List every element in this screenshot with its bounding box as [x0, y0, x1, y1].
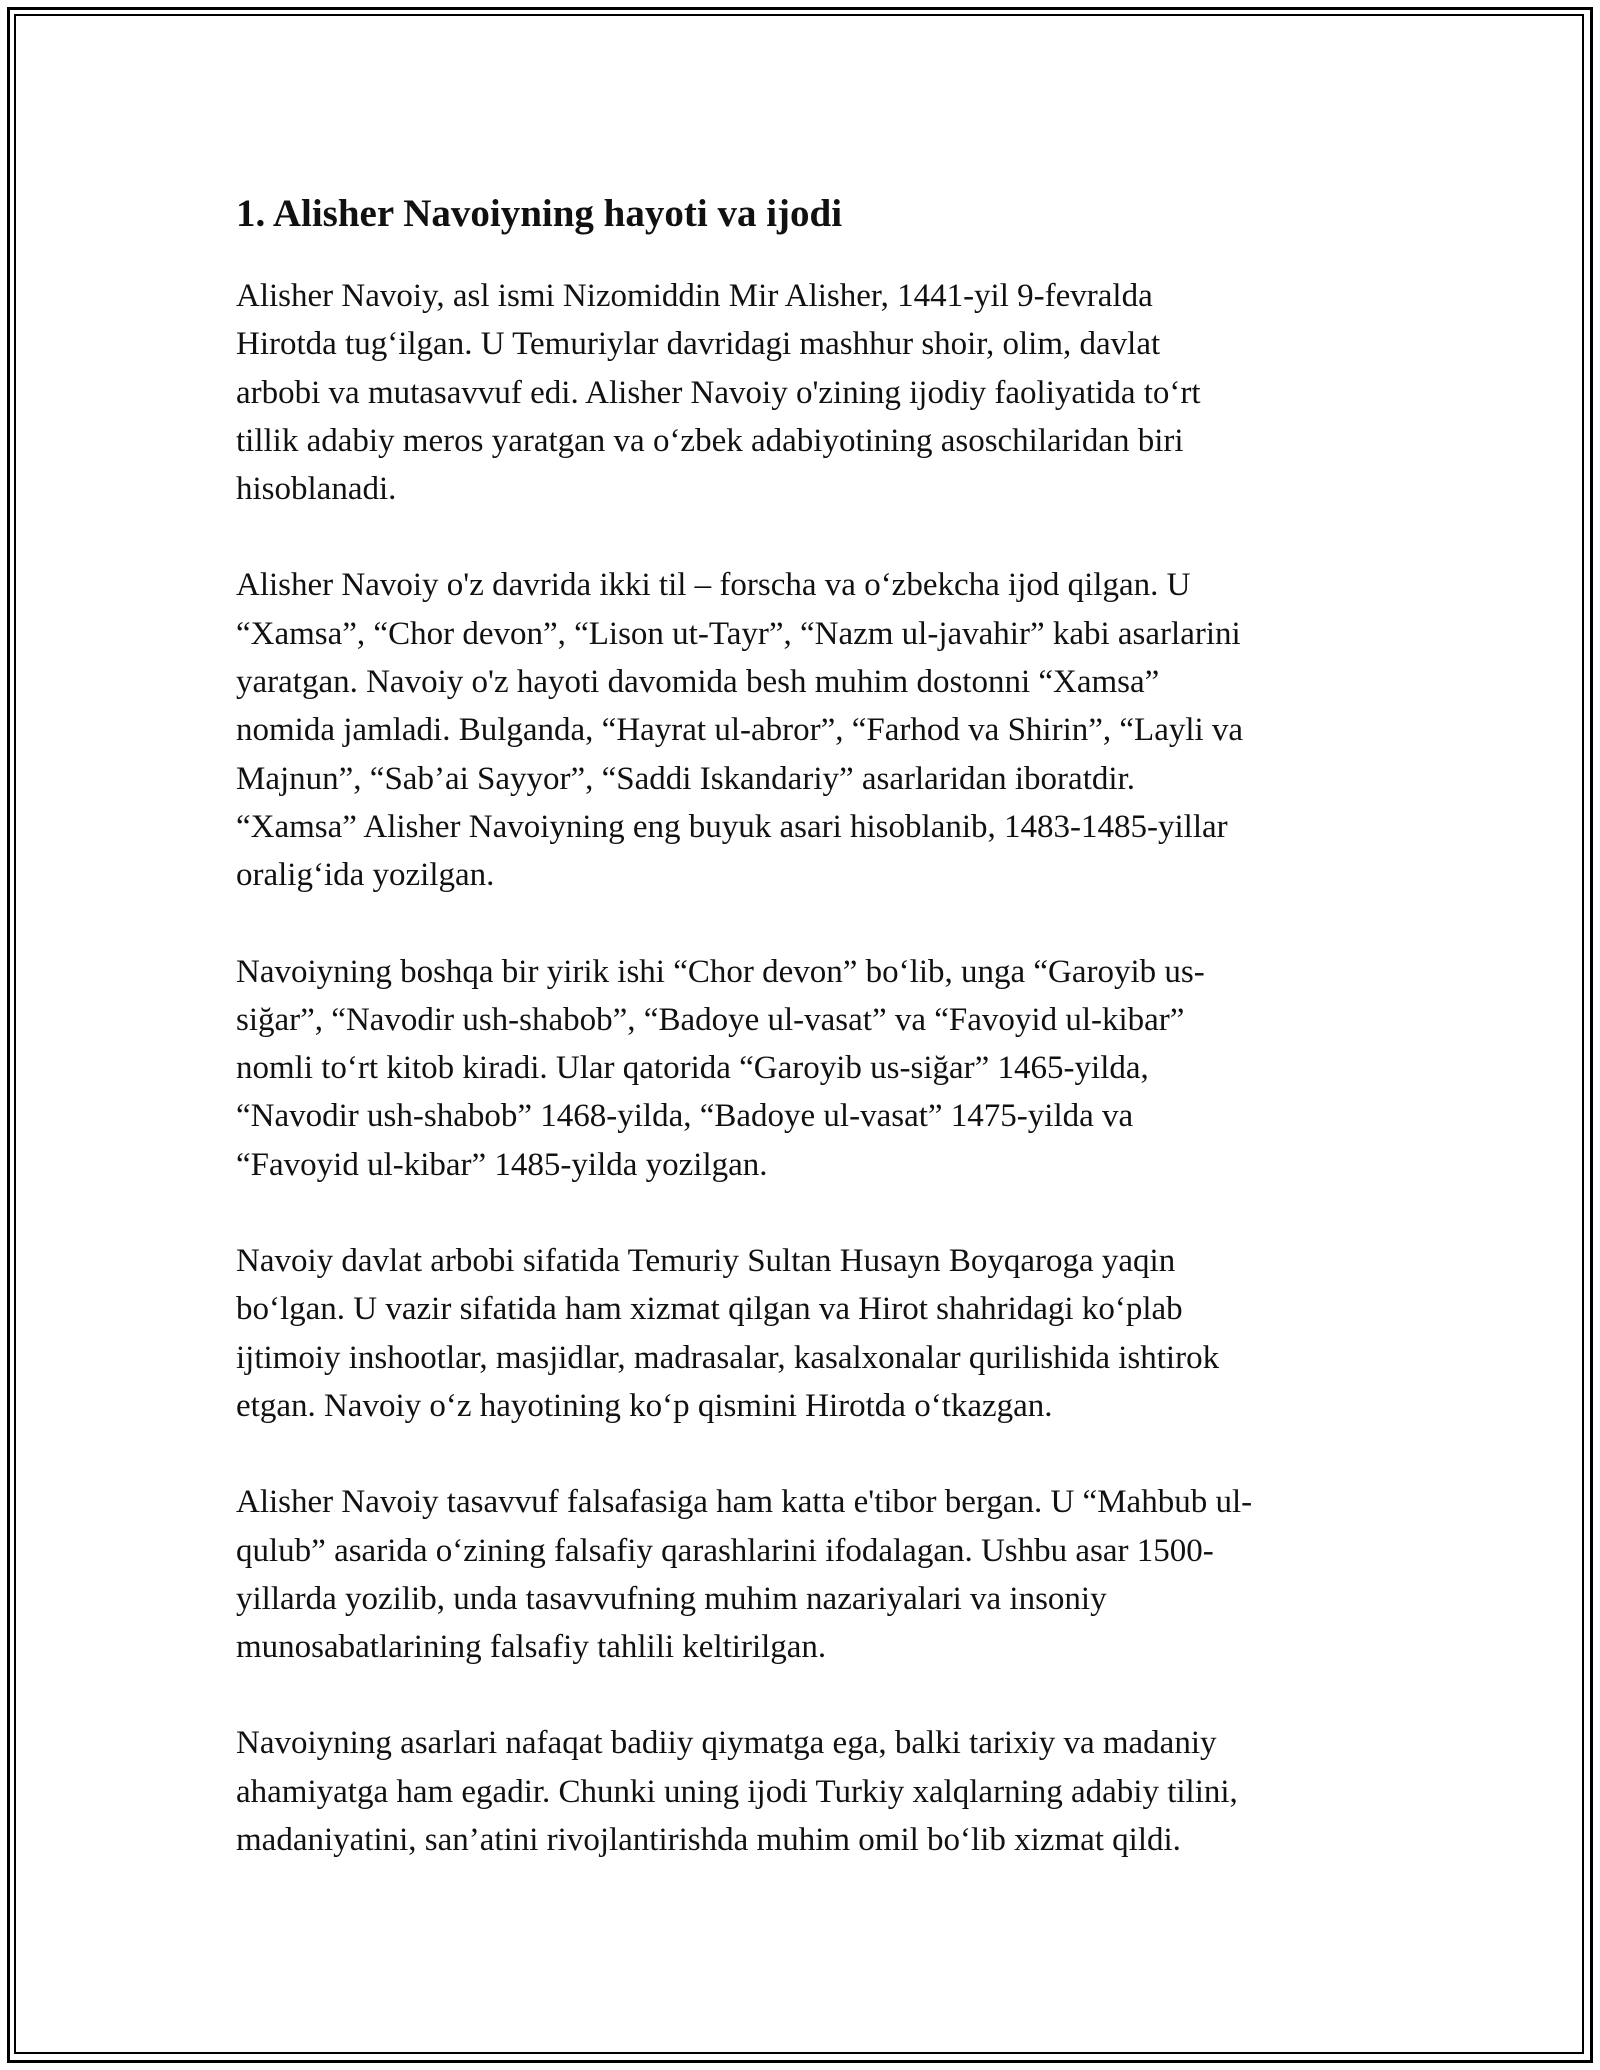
text-line: nomida jamladi. Bulganda, “Hayrat ul-abror”, “Farhod va Shirin”, “Layli va: [236, 712, 1244, 749]
paragraph-chor-devon: [236, 948, 1366, 1189]
paragraph-legacy: [236, 1719, 1366, 1864]
text-line: siğar”, “Navodir ush-shabob”, “Badoye ul-vasat” va “Favoyid ul-kibar”: [236, 1001, 1185, 1038]
document-body: [236, 188, 1366, 1912]
text-line: “Xamsa”, “Chor devon”, “Lison ut-Tayr”, “Nazm ul-javahir” kabi asarlarini: [236, 615, 1241, 652]
text-line: yaratgan. Navoiy o'z hayoti davomida besh muhim dostonni “Xamsa”: [236, 664, 1160, 701]
text-line: madaniyatini, san’atini rivojlantirishda muhim omil bo‘lib xizmat qildi.: [236, 1822, 1181, 1859]
text-line: bo‘lgan. U vazir sifatida ham xizmat qilgan va Hirot shahridagi ko‘plab: [236, 1291, 1183, 1328]
text-line: Alisher Navoiy, asl ismi Nizomiddin Mir Alisher, 1441-yil 9-fevralda: [236, 278, 1153, 314]
text-line: etgan. Navoiy o‘z hayotining ko‘p qismini Hirotda o‘tkazgan.: [236, 1387, 1053, 1424]
paragraph-life: [236, 272, 1366, 513]
text-line: Navoiy davlat arbobi sifatida Temuriy Sultan Husayn Boyqaroga yaqin: [236, 1243, 1176, 1280]
text-line: yillarda yozilib, unda tasavvufning muhim nazariyalari va insoniy: [236, 1580, 1107, 1617]
paragraph-xamsa: [236, 561, 1366, 899]
text-line: tillik adabiy meros yaratgan va o‘zbek adabiyotining asoschilaridan biri: [236, 422, 1184, 459]
section-heading: 1. Alisher Navoiyning hayoti va ijodi: [236, 192, 843, 235]
text-line: Hirotda tug‘ilgan. U Temuriylar davridagi mashhur shoir, olim, davlat: [236, 326, 1161, 363]
text-line: ijtimoiy inshootlar, masjidlar, madrasalar, kasalxonalar qurilishida ishtirok: [236, 1339, 1220, 1376]
text-line: oralig‘ida yozilgan.: [236, 857, 495, 894]
text-line: Navoiyning asarlari nafaqat badiiy qiymatga ega, balki tarixiy va madaniy: [236, 1725, 1217, 1762]
paragraph-sufism: [236, 1478, 1366, 1671]
paragraph-statesman: [236, 1237, 1366, 1430]
text-line: Alisher Navoiy o'z davrida ikki til – forscha va o‘zbekcha ijod qilgan. U: [236, 567, 1191, 604]
text-line: nomli to‘rt kitob kiradi. Ular qatorida “Garoyib us-siğar” 1465-yilda,: [236, 1050, 1149, 1087]
text-line: qulub” asarida o‘zining falsafiy qarashlarini ifodalagan. Ushbu asar 1500-: [236, 1532, 1214, 1569]
text-line: Majnun”, “Sab’ai Sayyor”, “Saddi Iskandariy” asarlaridan iboratdir.: [236, 760, 1135, 797]
text-line: “Navodir ush-shabob” 1468-yilda, “Badoye ul-vasat” 1475-yilda va: [236, 1098, 1134, 1135]
text-line: Navoiyning boshqa bir yirik ishi “Chor devon” bo‘lib, unga “Garoyib us-: [236, 953, 1205, 990]
text-line: “Favoyid ul-kibar” 1485-yilda yozilgan.: [236, 1146, 768, 1183]
text-line: ahamiyatga ham egadir. Chunki uning ijodi Turkiy xalqlarning adabiy tilini,: [236, 1773, 1238, 1810]
text-line: munosabatlarining falsafiy tahlili keltirilgan.: [236, 1629, 827, 1666]
text-line: hisoblanadi.: [236, 471, 397, 508]
text-line: Alisher Navoiy tasavvuf falsafasiga ham katta e'tibor bergan. U “Mahbub ul-: [236, 1484, 1253, 1521]
text-line: “Xamsa” Alisher Navoiyning eng buyuk asari hisoblanib, 1483-1485-yillar: [236, 808, 1228, 845]
text-line: arbobi va mutasavvuf edi. Alisher Navoiy o'zining ijodiy faoliyatida to‘rt: [236, 374, 1201, 411]
